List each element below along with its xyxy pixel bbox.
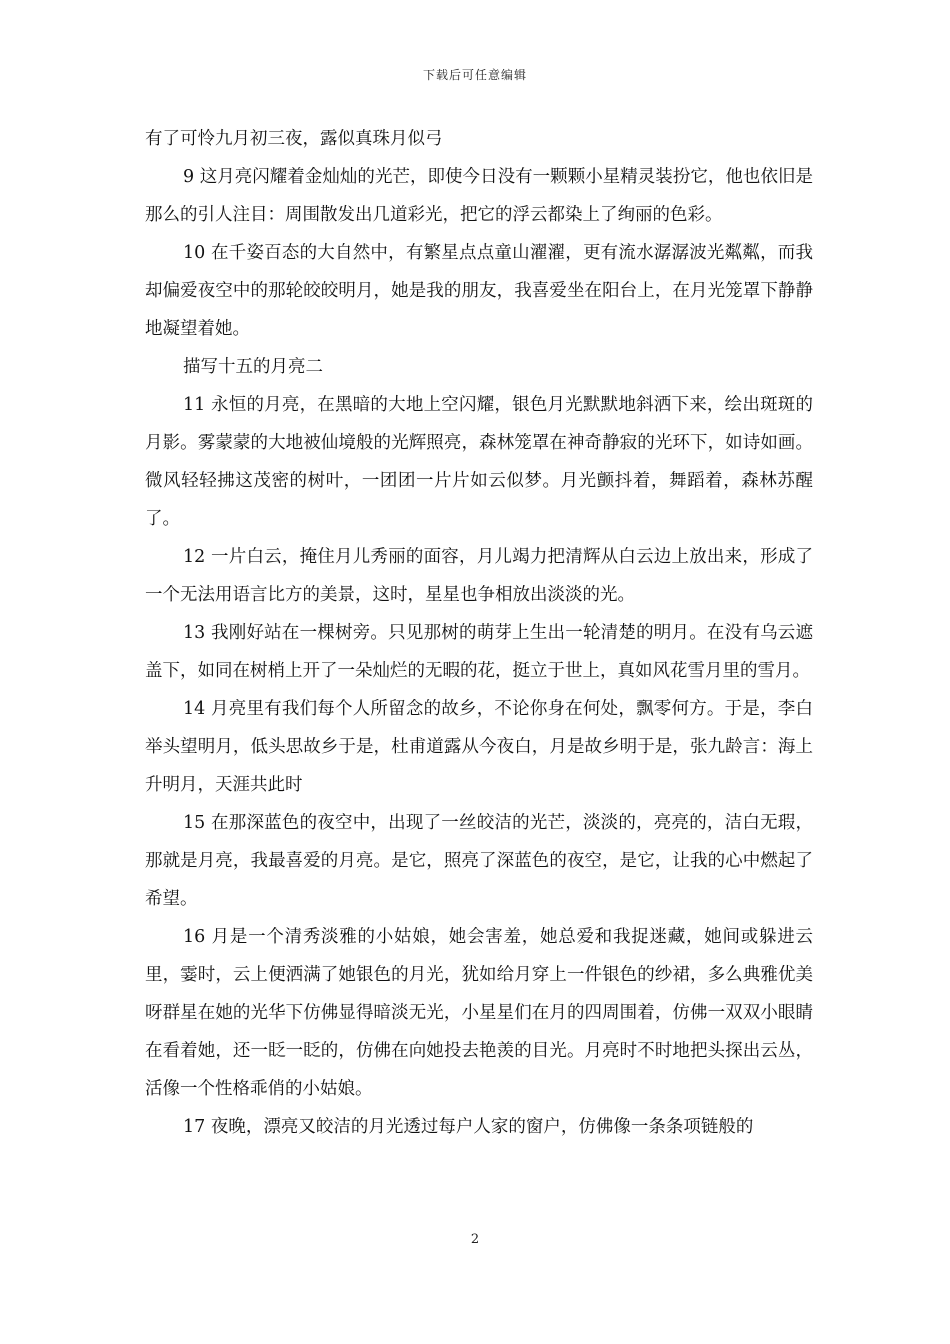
- section-heading: 描写十五的月亮二: [183, 357, 323, 377]
- paragraph: 10 在千姿百态的大自然中，有繁星点点童山濯濯，更有流水潺潺波光粼粼，而我却偏爱夜空中的那轮皎皎明月，她是我的朋友，我喜爱坐在阳台上，在月光笼罩下静静地凝望着她。: [145, 243, 813, 339]
- paragraph: 16 月是一个清秀淡雅的小姑娘，她会害羞，她总爱和我捉迷藏，她间或躲进云里，霎时，云上便洒满了她银色的月光，犹如给月穿上一件银色的纱裙，多么典雅优美呀群星在她的光华下仿佛显得暗淡无光，小星星们在月的四周围着，仿佛一双双小眼睛在看着她，还一眨一眨的，仿佛在向她投去艳羡的目光。月亮时不时地把头探出云丛，活像一个性格乖俏的小姑娘。: [145, 927, 813, 1099]
- paragraph: 14 月亮里有我们每个人所留念的故乡，不论你身在何处，飘零何方。于是，李白举头望明月，低头思故乡于是，杜甫道露从今夜白，月是故乡明于是，张九龄言：海上升明月，天涯共此时: [145, 699, 813, 795]
- paragraph: 17 夜晚，漂亮又皎洁的月光透过每户人家的窗户，仿佛像一条条项链般的: [183, 1117, 754, 1137]
- page-header: 下载后可任意编辑: [422, 68, 527, 82]
- paragraph: 12 一片白云，掩住月儿秀丽的面容，月儿竭力把清辉从白云边上放出来，形成了一个无法用语言比方的美景，这时，星星也争相放出淡淡的光。: [145, 547, 813, 605]
- paragraph: 有了可怜九月初三夜，露似真珠月似弓: [145, 129, 443, 149]
- paragraph: 9 这月亮闪耀着金灿灿的光芒，即使今日没有一颗颗小星精灵装扮它，他也依旧是那么的引人注目：周围散发出几道彩光，把它的浮云都染上了绚丽的色彩。: [145, 167, 813, 225]
- paragraph: 13 我刚好站在一棵树旁。只见那树的萌芽上生出一轮清楚的明月。在没有乌云遮盖下，如同在树梢上开了一朵灿烂的无暇的花，挺立于世上，真如风花雪月里的雪月。: [145, 623, 813, 681]
- page-number: 2: [470, 1232, 480, 1247]
- paragraph: 15 在那深蓝色的夜空中，出现了一丝皎洁的光芒，淡淡的，亮亮的，洁白无瑕，那就是月亮，我最喜爱的月亮。是它，照亮了深蓝色的夜空，是它，让我的心中燃起了希望。: [145, 813, 813, 909]
- document-body: [145, 120, 813, 1146]
- paragraph: 11 永恒的月亮，在黑暗的大地上空闪耀，银色月光默默地斜洒下来，绘出斑斑的月影。雾蒙蒙的大地被仙境般的光辉照亮，森林笼罩在神奇静寂的光环下，如诗如画。微风轻轻拂这茂密的树叶，一团团一片片如云似梦。月光颤抖着，舞蹈着，森林苏醒了。: [145, 395, 813, 529]
